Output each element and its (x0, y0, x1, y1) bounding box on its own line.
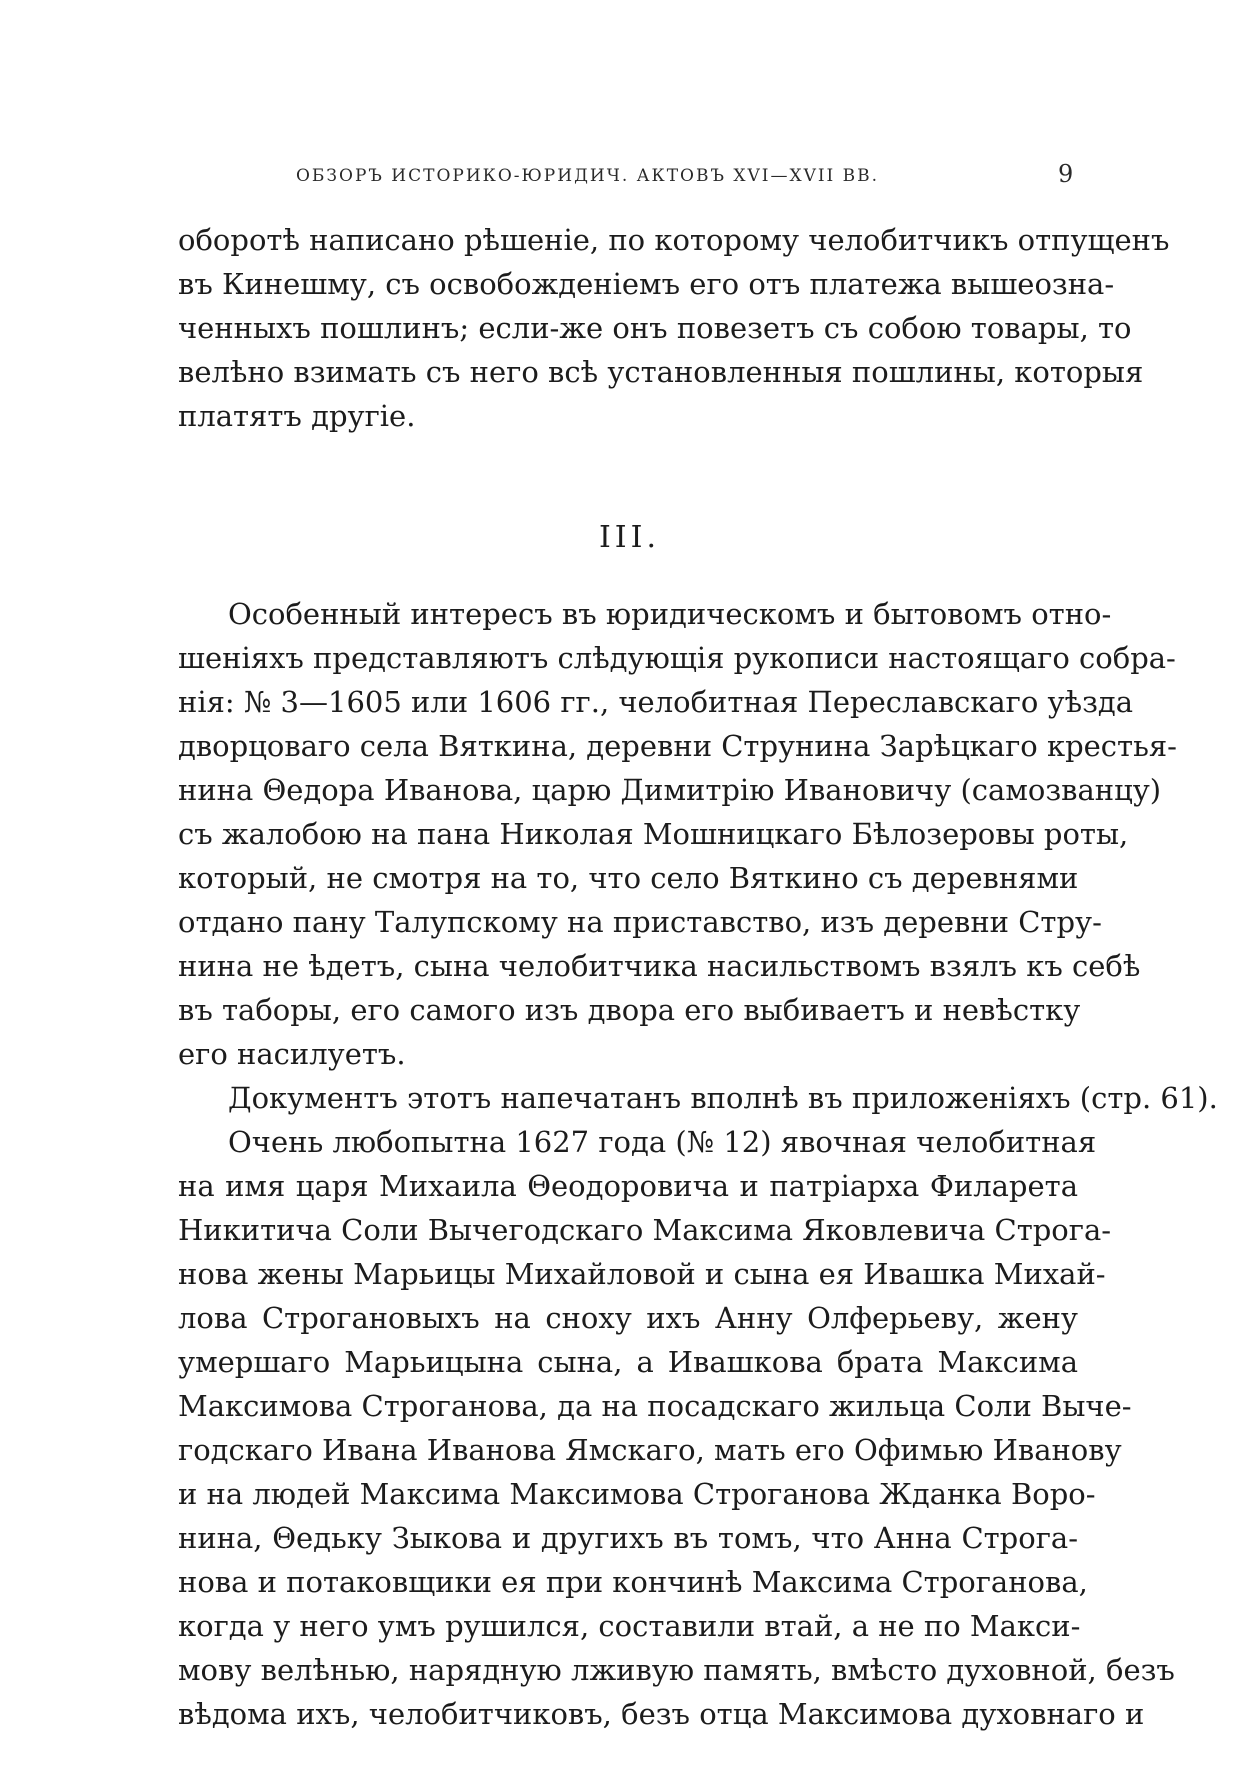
text-line: на имя царя Михаила Θеодоровича и патріарха Филарета (178, 1169, 1078, 1203)
text-line: шеніяхъ представляютъ слѣдующія рукописи настоящаго собра- (178, 641, 1176, 675)
text-line: велѣно взимать съ него всѣ установленныя пошлины, которыя (178, 355, 1144, 389)
text-line: вѣдома ихъ, челобитчиковъ, безъ отца Максимова духовнаго и (178, 1697, 1145, 1731)
text-line: ченныхъ пошлинъ; если-же онъ повезетъ съ собою товары, то (178, 311, 1132, 345)
text-line: нина не ѣдетъ, сына челобитчика насильствомъ взялъ къ себѣ (178, 949, 1141, 983)
text-line: Никитича Соли Вычегодскаго Максима Яковлевича Строга- (178, 1213, 1112, 1247)
text-line: который, не смотря на то, что село Вяткино съ деревнями (178, 861, 1079, 895)
text-line: нина Θедора Иванова, царю Димитрію Ивановичу (самозванцу) (178, 773, 1162, 807)
text-line: Особенный интересъ въ юридическомъ и бытовомъ отно- (228, 597, 1112, 631)
text-line: Документъ этотъ напечатанъ вполнѣ въ приложеніяхъ (стр. 61). (228, 1081, 1218, 1115)
text-line: его насилуетъ. (178, 1037, 406, 1071)
running-head: ОБЗОРЪ ИСТОРИКО-ЮРИДИЧ. АКТОВЪ XVI—XVII ВВ. (296, 166, 880, 186)
page-number: 9 (1058, 160, 1074, 188)
section-number: III. (598, 520, 661, 555)
text-line: Максимова Строганова, да на посадскаго жильца Соли Выче- (178, 1389, 1132, 1423)
text-line: въ Кинешму, съ освобожденіемъ его отъ платежа вышеозна- (178, 267, 1115, 301)
text-line: лова Строгановыхъ на сноху ихъ Анну Олферьеву, жену (178, 1301, 1078, 1335)
text-line: нина, Θедьку Зыкова и другихъ въ томъ, что Анна Строга- (178, 1521, 1078, 1555)
paragraph-top (178, 218, 1170, 438)
text-line: годскаго Ивана Иванова Ямскаго, мать его Офимью Иванову (178, 1433, 1122, 1467)
text-line: въ таборы, его самого изъ двора его выбиваетъ и невѣстку (178, 993, 1081, 1027)
text-line: когда у него умъ рушился, составили втай, а не по Макси- (178, 1609, 1081, 1643)
text-line: умершаго Марьицына сына, а Ивашкова брата Максима (178, 1345, 1078, 1379)
text-line: нова жены Марьицы Михайловой и сына ея Ивашка Михай- (178, 1257, 1106, 1291)
text-line: дворцоваго села Вяткина, деревни Струнина Зарѣцкаго крестья- (178, 729, 1177, 763)
text-line: платятъ другіе. (178, 399, 416, 433)
text-line: съ жалобою на пана Николая Мошницкаго Бѣлозеровы роты, (178, 817, 1129, 851)
text-line: оборотѣ написано рѣшеніе, по которому челобитчикъ отпущенъ (178, 223, 1170, 257)
text-line: и на людей Максима Максимова Строганова Жданка Воро- (178, 1477, 1096, 1511)
text-line: отдано пану Талупскому на приставство, изъ деревни Стру- (178, 905, 1102, 939)
paragraph-main (178, 592, 1218, 1736)
text-line: нова и потаковщики ея при кончинѣ Максима Строганова, (178, 1565, 1088, 1599)
text-line: Очень любопытна 1627 года (№ 12) явочная челобитная (228, 1125, 1097, 1159)
text-line: мову велѣнью, нарядную лживую память, вмѣсто духовной, безъ (178, 1653, 1175, 1687)
text-line: нія: № 3—1605 или 1606 гг., челобитная Переславскаго уѣзда (178, 685, 1134, 719)
